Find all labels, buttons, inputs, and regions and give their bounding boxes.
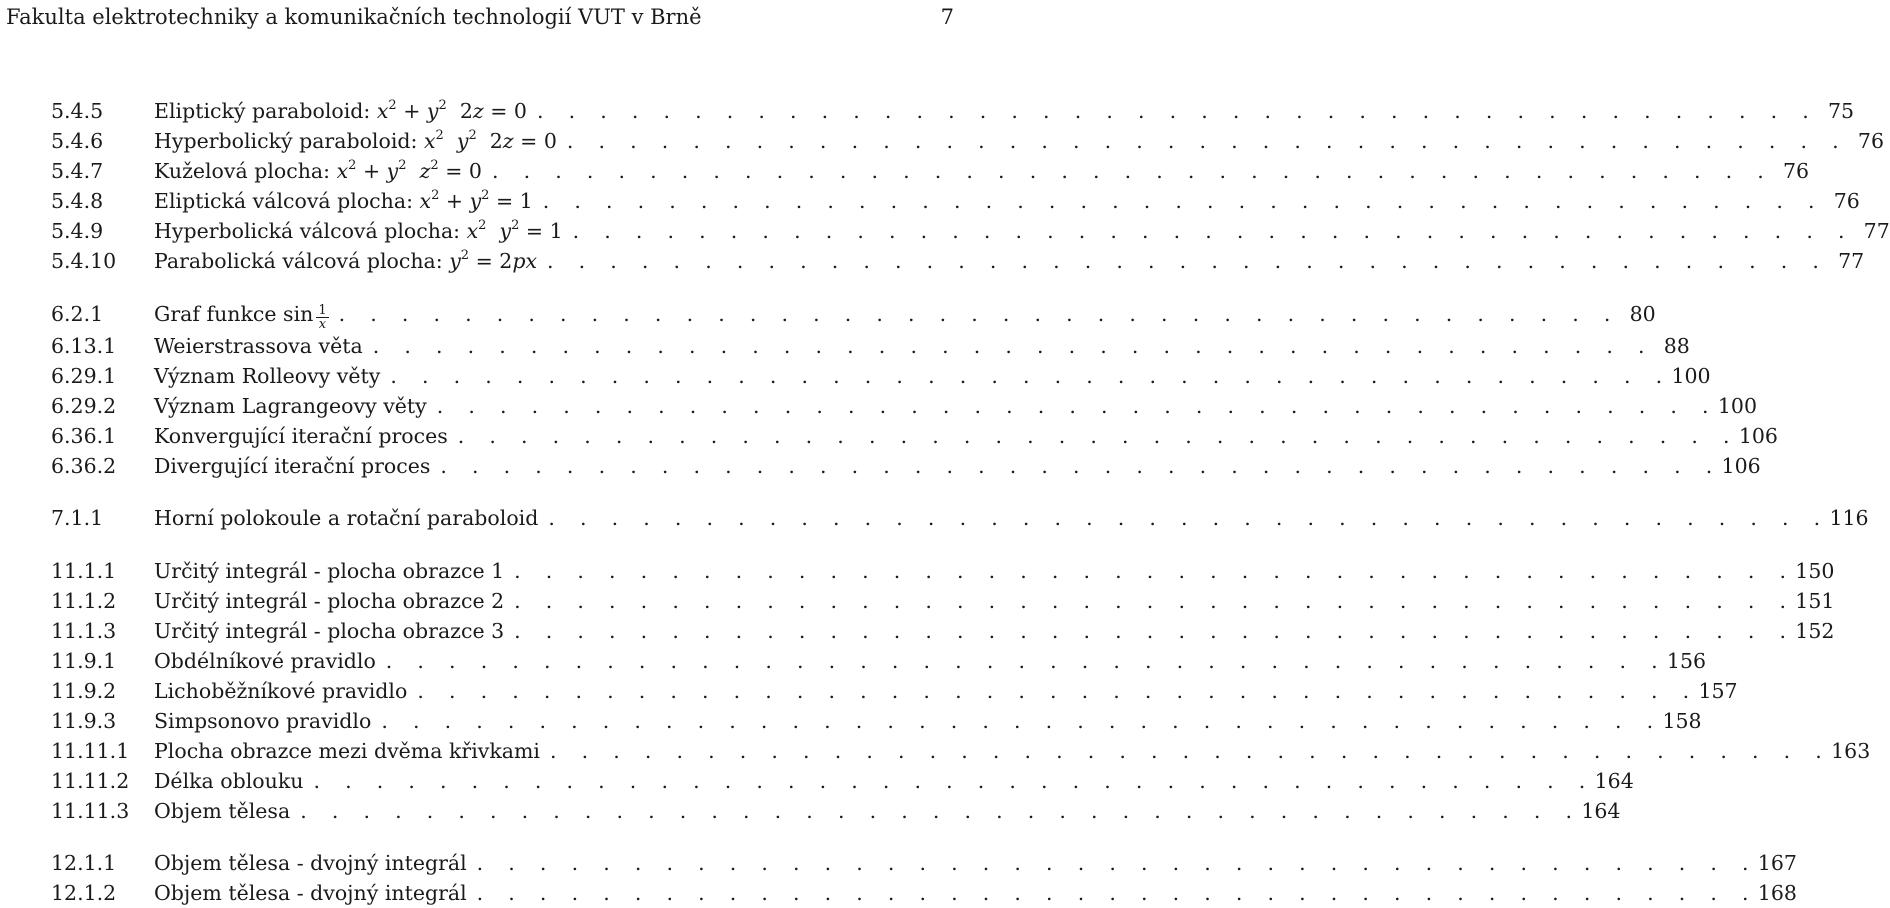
leader-dots: . . . . . . . . . . . . . . . . . . . . . . . . . . . . . . . . . . . . . . . . . xyxy=(514,589,1796,613)
entry-title: Divergující iterační proces xyxy=(154,454,431,478)
entry-title: Eliptická válcová plocha: $x^2 + y^2 = 1$ xyxy=(154,188,533,213)
entry-page: 75 xyxy=(1827,99,1855,123)
leader-dots: . . . . . . . . . . . . . . . . . . . . . . . . . . . . . . . . . . . . . . . . . xyxy=(566,129,1848,153)
toc-entry[interactable] xyxy=(51,299,1656,332)
running-header xyxy=(6,2,954,32)
entry-number: 5.4.8 xyxy=(51,189,104,213)
toc-entry[interactable] xyxy=(51,186,1860,216)
entry-number: 6.2.1 xyxy=(51,302,104,326)
leader-dots: . . . . . . . . . . . . . . . . . . . . . . . . . . . . . . . . . . . . . . . . . xyxy=(550,739,1832,763)
entry-number: 5.4.7 xyxy=(51,159,104,183)
entry-page: 76 xyxy=(1833,189,1860,213)
entry-number: 11.9.2 xyxy=(51,679,117,703)
toc-entry[interactable] xyxy=(51,451,1761,481)
entry-page: 152 xyxy=(1795,619,1835,643)
header-page-number: 7 xyxy=(940,5,954,29)
leader-dots: . . . . . . . . . . . . . . . . . . . . . . . . . . . . . . . . . . . . . . . . . xyxy=(476,851,1758,875)
entry-title: Délka oblouku xyxy=(154,769,304,793)
toc-entry[interactable] xyxy=(51,126,1884,156)
formula: $x^2$ $y^2 = 1$ xyxy=(466,218,563,243)
entry-number: 5.4.9 xyxy=(51,219,104,243)
leader-dots: . . . . . . . . . . . . . . . . . . . . . . . . . . . . . . . . . . . . . . . . . xyxy=(313,769,1595,793)
entry-title: Určitý integrál - plocha obrazce 1 xyxy=(154,559,505,583)
entry-title: Obdélníkové pravidlo xyxy=(154,649,376,673)
entry-page: 168 xyxy=(1757,881,1797,905)
entry-title: Plocha obrazce mezi dvěma křivkami xyxy=(154,739,540,763)
entry-number: 6.29.1 xyxy=(51,364,117,388)
entry-number: 11.1.3 xyxy=(51,619,117,643)
entry-page: 76 xyxy=(1782,159,1810,183)
entry-page: 167 xyxy=(1757,851,1797,875)
toc-entry[interactable] xyxy=(51,766,1634,796)
entry-page: 163 xyxy=(1831,739,1871,763)
entry-number: 6.36.2 xyxy=(51,454,117,478)
entry-title: Horní polokoule a rotační paraboloid xyxy=(154,506,539,530)
toc-entry[interactable] xyxy=(51,736,1871,766)
toc-entry[interactable] xyxy=(51,216,1890,246)
entry-title: Určitý integrál - plocha obrazce 2 xyxy=(154,589,505,613)
entry-title: Konvergující iterační proces xyxy=(154,424,448,448)
leader-dots: . . . . . . . . . . . . . . . . . . . . . . . . . . . . . . . . . . . . . . . . . xyxy=(300,799,1582,823)
entry-page: 106 xyxy=(1738,424,1778,448)
entry-title: Význam Rolleovy věty xyxy=(154,364,381,388)
toc-entry[interactable] xyxy=(51,616,1835,646)
toc-entry[interactable] xyxy=(51,96,1855,126)
entry-title: Lichoběžníkové pravidlo xyxy=(154,679,408,703)
toc-entry[interactable] xyxy=(51,676,1738,706)
entry-number: 11.11.3 xyxy=(51,799,130,823)
entry-page: 77 xyxy=(1838,249,1865,273)
entry-number: 11.1.2 xyxy=(51,589,117,613)
entry-page: 100 xyxy=(1717,394,1757,418)
entry-title: Weierstrassova věta xyxy=(154,334,363,358)
formula: $x^2$ $y^2$ 2z = 0 xyxy=(423,128,557,153)
toc-entry[interactable] xyxy=(51,391,1757,421)
entry-title: Objem tělesa xyxy=(154,799,291,823)
entry-number: 11.9.1 xyxy=(51,649,117,673)
entry-title: Hyperbolická válcová plocha: $x^2$ $y^2 = 1$ xyxy=(154,218,563,243)
entry-page: 88 xyxy=(1663,334,1690,358)
leader-dots: . . . . . . . . . . . . . . . . . . . . . . . . . . . . . . . . . . . . . . . . . xyxy=(436,394,1718,418)
fraction: $\frac{1}{x}$ xyxy=(318,303,327,332)
entry-number: 5.4.5 xyxy=(51,99,104,123)
entry-number: 11.11.2 xyxy=(51,769,130,793)
entry-number: 6.36.1 xyxy=(51,424,117,448)
formula: $x^2 + y^2$ 2z = 0 xyxy=(376,98,527,123)
formula: $y^2 = 2px$ xyxy=(449,248,538,273)
entry-page: 77 xyxy=(1863,219,1890,243)
entry-page: 156 xyxy=(1666,649,1707,673)
entry-title: Graf funkce sin $\frac{1}{x}$ xyxy=(154,302,327,332)
formula: $x^2 + y^2 = 1$ xyxy=(419,188,533,213)
entry-number: 5.4.10 xyxy=(51,249,117,273)
entry-title: Objem tělesa - dvojný integrál xyxy=(154,881,467,905)
toc-entry[interactable] xyxy=(51,796,1621,826)
entry-title: Kuželová plocha: $x^2 + y^2$ $z^2 = 0$ xyxy=(154,158,482,183)
entry-title: Určitý integrál - plocha obrazce 3 xyxy=(154,619,505,643)
leader-dots: . . . . . . . . . . . . . . . . . . . . . . . . . . . . . . . . . . . . . . . . . xyxy=(338,302,1620,326)
entry-title: Objem tělesa - dvojný integrál xyxy=(154,851,467,875)
leader-dots: . . . . . . . . . . . . . . . . . . . . . . . . . . . . . . . . . . . . . . . . . xyxy=(440,454,1722,478)
header-title: Fakulta elektrotechniky a komunikačních technologií VUT v Brně xyxy=(6,5,702,29)
leader-dots: . . . . . . . . . . . . . . . . . . . . . . . . . . . . . . . . . . . . . . . . . xyxy=(385,649,1667,673)
entry-page: 164 xyxy=(1594,769,1634,793)
entry-number: 11.9.3 xyxy=(51,709,117,733)
toc-entry[interactable] xyxy=(51,706,1702,736)
entry-title: Hyperbolický paraboloid: $x^2$ $y^2$ 2z = 0 xyxy=(154,128,557,153)
leader-dots: . . . . . . . . . . . . . . . . . . . . . . . . . . . . . . . . . . . . . . . . . xyxy=(547,249,1829,273)
entry-page: 116 xyxy=(1829,506,1869,530)
leader-dots: . . . . . . . . . . . . . . . . . . . . . . . . . . . . . . . . . . . . . . . . . xyxy=(572,219,1854,243)
entry-number: 12.1.1 xyxy=(51,851,117,875)
leader-dots: . . . . . . . . . . . . . . . . . . . . . . . . . . . . . . . . . . . . . . . . . xyxy=(536,99,1819,123)
toc-entry[interactable] xyxy=(51,331,1690,361)
leader-dots: . . . . . . . . . . . . . . . . . . . . . . . . . . . . . . . . . . . . . . . . . xyxy=(372,334,1654,358)
entry-number: 11.11.1 xyxy=(51,739,130,763)
entry-page: 158 xyxy=(1662,709,1702,733)
entry-number: 11.1.1 xyxy=(51,559,117,583)
entry-page: 106 xyxy=(1721,454,1761,478)
toc-entry[interactable] xyxy=(51,848,1797,878)
toc-entry[interactable] xyxy=(51,556,1835,586)
leader-dots: . . . . . . . . . . . . . . . . . . . . . . . . . . . . . . . . . . . . . . . . . xyxy=(514,619,1796,643)
leader-dots: . . . . . . . . . . . . . . . . . . . . . . . . . . . . . . . . . . . . . . . . . xyxy=(542,189,1824,213)
entry-page: 80 xyxy=(1629,302,1656,326)
entry-page: 164 xyxy=(1581,799,1621,823)
leader-dots: . . . . . . . . . . . . . . . . . . . . . . . . . . . . . . . . . . . . . . . . . xyxy=(514,559,1796,583)
leader-dots: . . . . . . . . . . . . . . . . . . . . . . . . . . . . . . . . . . . . . . . . . xyxy=(417,679,1699,703)
entry-page: 151 xyxy=(1795,589,1835,613)
leader-dots: . . . . . . . . . . . . . . . . . . . . . . . . . . . . . . . . . . . . . . . . . xyxy=(491,159,1774,183)
toc-entry[interactable] xyxy=(51,646,1707,676)
entry-title: Význam Lagrangeovy věty xyxy=(154,394,427,418)
entry-number: 7.1.1 xyxy=(51,506,104,530)
entry-title: Parabolická válcová plocha: $y^2 = 2px$ xyxy=(154,248,538,273)
formula: $x^2 + y^2$ $z^2 = 0$ xyxy=(336,158,482,183)
entry-number: 6.29.2 xyxy=(51,394,117,418)
entry-page: 100 xyxy=(1671,364,1711,388)
leader-dots: . . . . . . . . . . . . . . . . . . . . . . . . . . . . . . . . . . . . . . . . . xyxy=(476,881,1758,905)
entry-number: 5.4.6 xyxy=(51,129,104,153)
toc-entry[interactable] xyxy=(51,246,1865,276)
toc-entry[interactable] xyxy=(51,503,1869,533)
entry-page: 76 xyxy=(1857,129,1884,153)
entry-number: 12.1.2 xyxy=(51,881,117,905)
toc-entry[interactable] xyxy=(51,156,1810,186)
entry-title: Eliptický paraboloid: $x^2 + y^2$ 2z = 0 xyxy=(154,98,527,123)
toc-entry[interactable] xyxy=(51,421,1778,451)
toc-entry[interactable] xyxy=(51,361,1711,391)
entry-title: Simpsonovo pravidlo xyxy=(154,709,372,733)
toc-entry[interactable] xyxy=(51,878,1797,908)
leader-dots: . . . . . . . . . . . . . . . . . . . . . . . . . . . . . . . . . . . . . . . . . xyxy=(548,506,1830,530)
entry-page: 150 xyxy=(1795,559,1835,583)
entry-page: 157 xyxy=(1698,679,1738,703)
toc-entry[interactable] xyxy=(51,586,1835,616)
leader-dots: . . . . . . . . . . . . . . . . . . . . . . . . . . . . . . . . . . . . . . . . . xyxy=(381,709,1663,733)
entry-number: 6.13.1 xyxy=(51,334,117,358)
leader-dots: . . . . . . . . . . . . . . . . . . . . . . . . . . . . . . . . . . . . . . . . . xyxy=(390,364,1672,388)
leader-dots: . . . . . . . . . . . . . . . . . . . . . . . . . . . . . . . . . . . . . . . . . xyxy=(457,424,1739,448)
